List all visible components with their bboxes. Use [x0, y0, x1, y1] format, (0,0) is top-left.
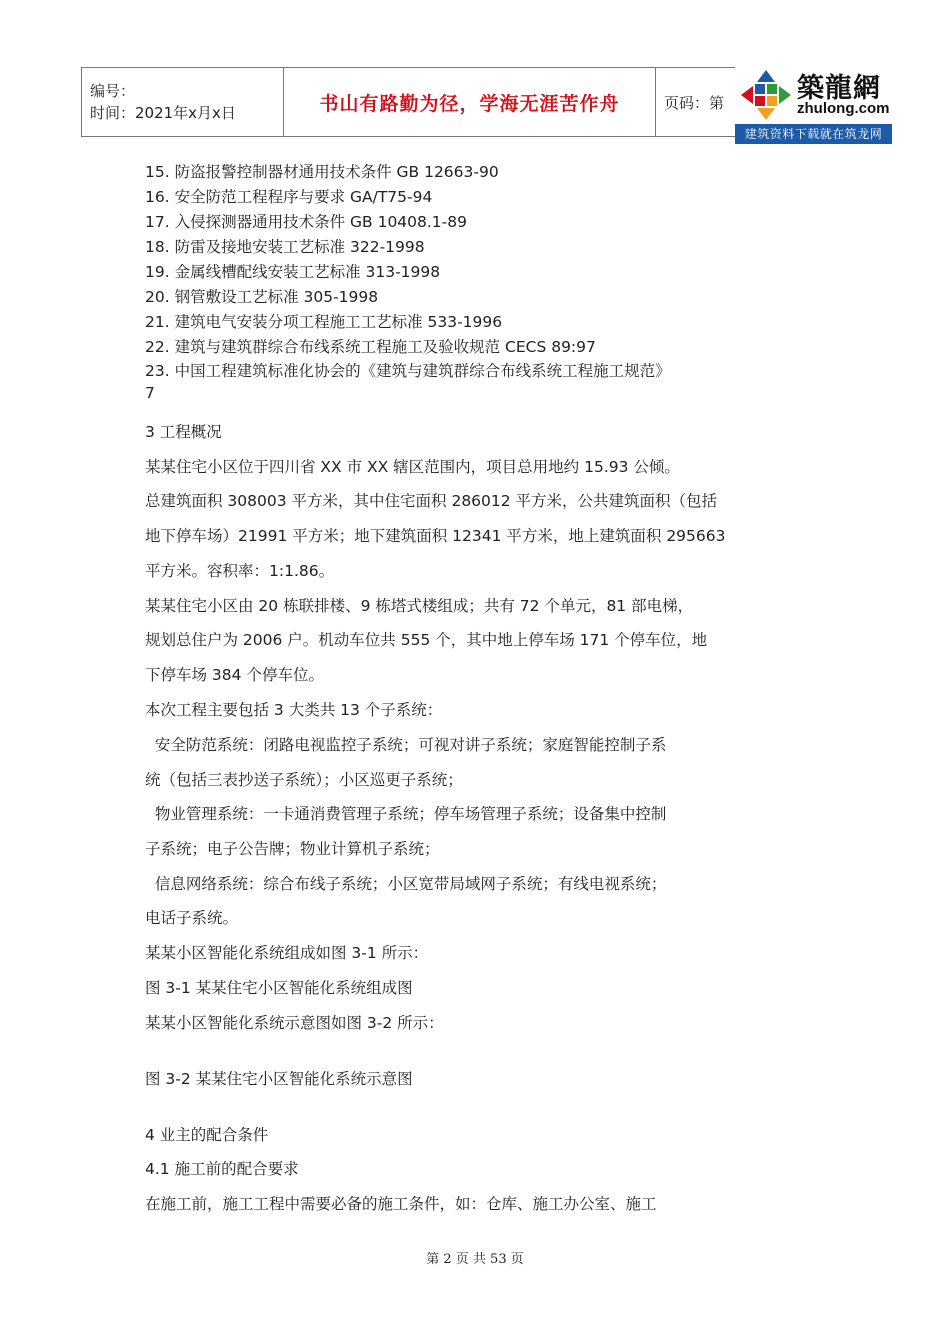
body-line: 20. 钢管敷设工艺标准 305-1998 [145, 288, 379, 306]
body-line: 7 [145, 384, 155, 402]
body-line: 平方米。容积率：1:1.86。 [145, 562, 335, 580]
figure-caption: 图 3-1 某某住宅小区智能化系统组成图 [145, 979, 413, 997]
logo-name-cn: 築龍網 [797, 73, 881, 104]
body-line: 某某小区智能化系统组成如图 3-1 所示： [145, 944, 429, 962]
body-line: 地下停车场）21991 平方米；地下建筑面积 12341 平方米，地上建筑面积 295663 [145, 527, 726, 545]
body-line: 信息网络系统：综合布线子系统；小区宽带局域网子系统；有线电视系统； [145, 875, 667, 893]
body-line: 17. 入侵探测器通用技术条件 GB 10408.1-89 [145, 213, 467, 231]
page-number-label: 页码：第 [664, 93, 725, 112]
body-line: 16. 安全防范工程程序与要求 GA/T75-94 [145, 188, 433, 206]
subsection-heading: 4.1 施工前的配合要求 [145, 1160, 299, 1178]
zhulong-logo-icon [739, 68, 793, 122]
body-line: 某某小区智能化系统示意图如图 3-2 所示： [145, 1014, 444, 1032]
body-line: 子系统；电子公告牌；物业计算机子系统； [145, 840, 440, 858]
section-heading: 3 工程概况 [145, 423, 222, 441]
header-motto: 书山有路勤为径，学海无涯苦作舟 [319, 92, 620, 115]
header-motto-cell [284, 68, 656, 136]
body-line: 物业管理系统：一卡通消费管理子系统；停车场管理子系统；设备集中控制 [145, 805, 667, 823]
body-line: 19. 金属线槽配线安装工艺标准 313-1998 [145, 263, 441, 281]
body-line: 下停车场 384 个停车位。 [145, 666, 324, 684]
logo-tagline: 建筑资料下载就在筑龙网 [735, 124, 892, 144]
document-number-label: 编号： [90, 82, 136, 100]
body-line: 18. 防雷及接地安装工艺标准 322-1998 [145, 238, 425, 256]
body-line: 安全防范系统：闭路电视监控子系统；可视对讲子系统；家庭智能控制子系 [145, 736, 667, 754]
body-line: 21. 建筑电气安装分项工程施工工艺标准 533-1996 [145, 313, 503, 331]
body-line: 电话子系统。 [145, 909, 239, 927]
body-line: 总建筑面积 308003 平方米，其中住宅面积 286012 平方米，公共建筑面积（包括 [145, 492, 718, 510]
document-time-label: 时间：2021年x月x日 [90, 104, 236, 122]
figure-caption: 图 3-2 某某住宅小区智能化系统示意图 [145, 1070, 413, 1088]
header-info-cell [82, 68, 284, 136]
body-line: 某某住宅小区位于四川省 XX 市 XX 辖区范围内，项目总用地约 15.93 公倾。 [145, 458, 680, 476]
body-line: 在施工前，施工工程中需要必备的施工条件，如：仓库、施工办公室、施工 [145, 1195, 657, 1213]
body-line: 某某住宅小区由 20 栋联排楼、9 栋塔式楼组成；共有 72 个单元，81 部电梯， [145, 597, 694, 615]
body-line: 22. 建筑与建筑群综合布线系统工程施工及验收规范 CECS 89:97 [145, 338, 596, 356]
page-footer: 第 2 页 共 53 页 [426, 1252, 524, 1267]
body-line: 23. 中国工程建筑标准化协会的《建筑与建筑群综合布线系统工程施工规范》 [145, 362, 671, 380]
body-line: 规划总住户为 2006 户。机动车位共 555 个，其中地上停车场 171 个停车位，地 [145, 631, 708, 649]
section-heading: 4 业主的配合条件 [145, 1126, 269, 1144]
body-line: 15. 防盗报警控制器材通用技术条件 GB 12663-90 [145, 163, 499, 181]
logo-name-en: zhulong.com [797, 100, 890, 117]
body-line: 统（包括三表抄送子系统）；小区巡更子系统； [145, 771, 463, 789]
body-line: 本次工程主要包括 3 大类共 13 个子系统： [145, 701, 443, 719]
zhulong-logo [735, 64, 892, 144]
